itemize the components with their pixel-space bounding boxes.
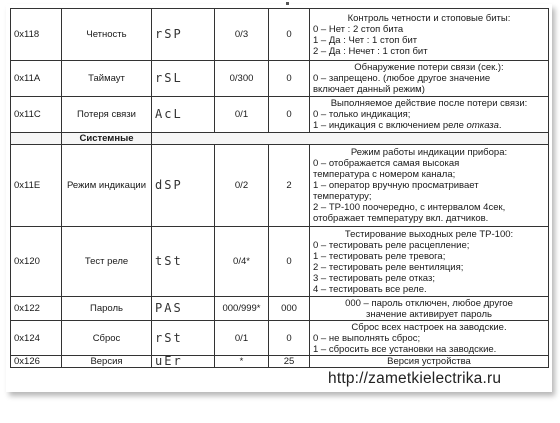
section-title: Системные [62, 133, 152, 145]
description-emphasis: отказа [466, 120, 499, 131]
description-line: 1 – оператор вручную просматривает [313, 180, 479, 191]
cell-address: 0x118 [11, 9, 62, 61]
description-line: 0 – Нет : 2 стоп бита [313, 23, 404, 35]
cell-address: 0x120 [11, 227, 62, 297]
cell-range: 0/300 [215, 61, 269, 97]
description-line: 0 – отображается самая высокая [313, 158, 460, 169]
cell-display-code: AcL [152, 97, 215, 133]
table-row [11, 133, 549, 145]
cell-default: 0 [269, 61, 310, 97]
cell-parameter-name: Тест реле [62, 227, 152, 297]
cell-address: 0x11A [11, 61, 62, 97]
description-line: 0 – тестировать реле расцепление; [313, 239, 470, 251]
description-line: Версия устройства [387, 356, 471, 367]
cell-description [310, 97, 549, 133]
cell-display-code: rSP [152, 9, 215, 61]
description-line: 1 – тестировать реле тревога; [313, 250, 446, 262]
cell-address: 0x11E [11, 145, 62, 227]
cell-description [310, 61, 549, 97]
cell-address: 0x122 [11, 297, 62, 321]
cell-address: 0x126 [11, 356, 62, 368]
cell-description [310, 356, 549, 368]
description-line: 2 – Да : Нечет : 1 стоп бит [313, 45, 428, 57]
cell-parameter-name: Пароль [62, 297, 152, 321]
description-line: значение активирует пароль [365, 308, 492, 320]
description-line: 000 – пароль отключен, любое другое [345, 297, 513, 309]
cell-address: 0x11C [11, 97, 62, 133]
section-empty-cell [152, 133, 549, 145]
cell-default: 25 [269, 356, 310, 368]
cell-default: 0 [269, 321, 310, 356]
description-line [313, 120, 545, 131]
table-row [11, 356, 549, 368]
cell-description [310, 227, 549, 297]
table-row [11, 97, 549, 133]
description-line: отображает температуру вкл. датчиков. [313, 213, 489, 224]
cell-default: 0 [269, 227, 310, 297]
description-line: температура с номером канала; [313, 169, 456, 180]
cell-description [310, 145, 549, 227]
table-row [11, 297, 549, 321]
description-line: включает данный режим) [313, 84, 425, 95]
cell-parameter-name: Четность [62, 9, 152, 61]
parameters-table [10, 8, 549, 368]
parameters-table-body [11, 9, 549, 368]
cell-parameter-name: Режим индикации [62, 145, 152, 227]
cell-parameter-name: Потеря связи [62, 97, 152, 133]
description-line: 2 – тестировать реле вентиляция; [313, 261, 464, 273]
description-line: 4 – тестировать все реле. [313, 283, 427, 295]
description-line: 1 – Да : Чет : 1 стоп бит [313, 34, 418, 46]
section-empty-cell [11, 133, 62, 145]
cell-display-code: uEr [152, 356, 215, 368]
cell-address: 0x124 [11, 321, 62, 356]
description-text: 1 – индикация с включением реле [313, 120, 467, 131]
cell-range: 0/1 [215, 97, 269, 133]
table-row [11, 61, 549, 97]
cell-parameter-name: Версия [62, 356, 152, 368]
cell-range: 0/4* [215, 227, 269, 297]
table-row [11, 145, 549, 227]
cell-range: 0/3 [215, 9, 269, 61]
description-line: Выполняемое действие после потери связи: [330, 98, 528, 109]
cell-default: 0 [269, 97, 310, 133]
cell-parameter-name: Таймаут [62, 61, 152, 97]
cell-display-code: rSL [152, 61, 215, 97]
description-line: 1 – сбросить все установки на заводские. [313, 343, 497, 355]
cell-display-code: tSt [152, 227, 215, 297]
cell-range: 0/1 [215, 321, 269, 356]
description-line: Сброс всех настроек на заводские. [351, 321, 507, 333]
cell-description [310, 297, 549, 321]
cell-parameter-name: Сброс [62, 321, 152, 356]
table-row [11, 227, 549, 297]
cell-range: * [215, 356, 269, 368]
cell-display-code: dSP [152, 145, 215, 227]
scan-mark [286, 2, 289, 5]
cell-range: 000/999* [215, 297, 269, 321]
description-line: 0 – не выполнять сброс; [313, 332, 421, 344]
description-line: Контроль четности и стоповые биты: [347, 12, 511, 24]
description-line: температуру; [313, 191, 372, 202]
table-row [11, 321, 549, 356]
cell-display-code: rSt [152, 321, 215, 356]
description-line: Режим работы индикации прибора: [350, 147, 508, 158]
description-line: Тестирование выходных реле ТР-100: [344, 228, 514, 240]
cell-display-code: PAS [152, 297, 215, 321]
description-line: Обнаружение потери связи (сек.): [354, 62, 504, 73]
cell-description [310, 321, 549, 356]
cell-description [310, 9, 549, 61]
description-line: 2 – ТР-100 поочередно, с интервалом 4сек, [313, 202, 506, 213]
description-line: 0 – только индикация; [313, 109, 411, 120]
cell-default: 2 [269, 145, 310, 227]
watermark-url: http://zametkielectrika.ru [328, 370, 502, 387]
description-punct: . [498, 120, 502, 131]
cell-range: 0/2 [215, 145, 269, 227]
description-line: 0 – запрещено. (любое другое значение [313, 73, 491, 84]
table-row [11, 9, 549, 61]
cell-default: 0 [269, 9, 310, 61]
description-line: 3 – тестировать реле отказ; [313, 272, 435, 284]
cell-default: 000 [269, 297, 310, 321]
